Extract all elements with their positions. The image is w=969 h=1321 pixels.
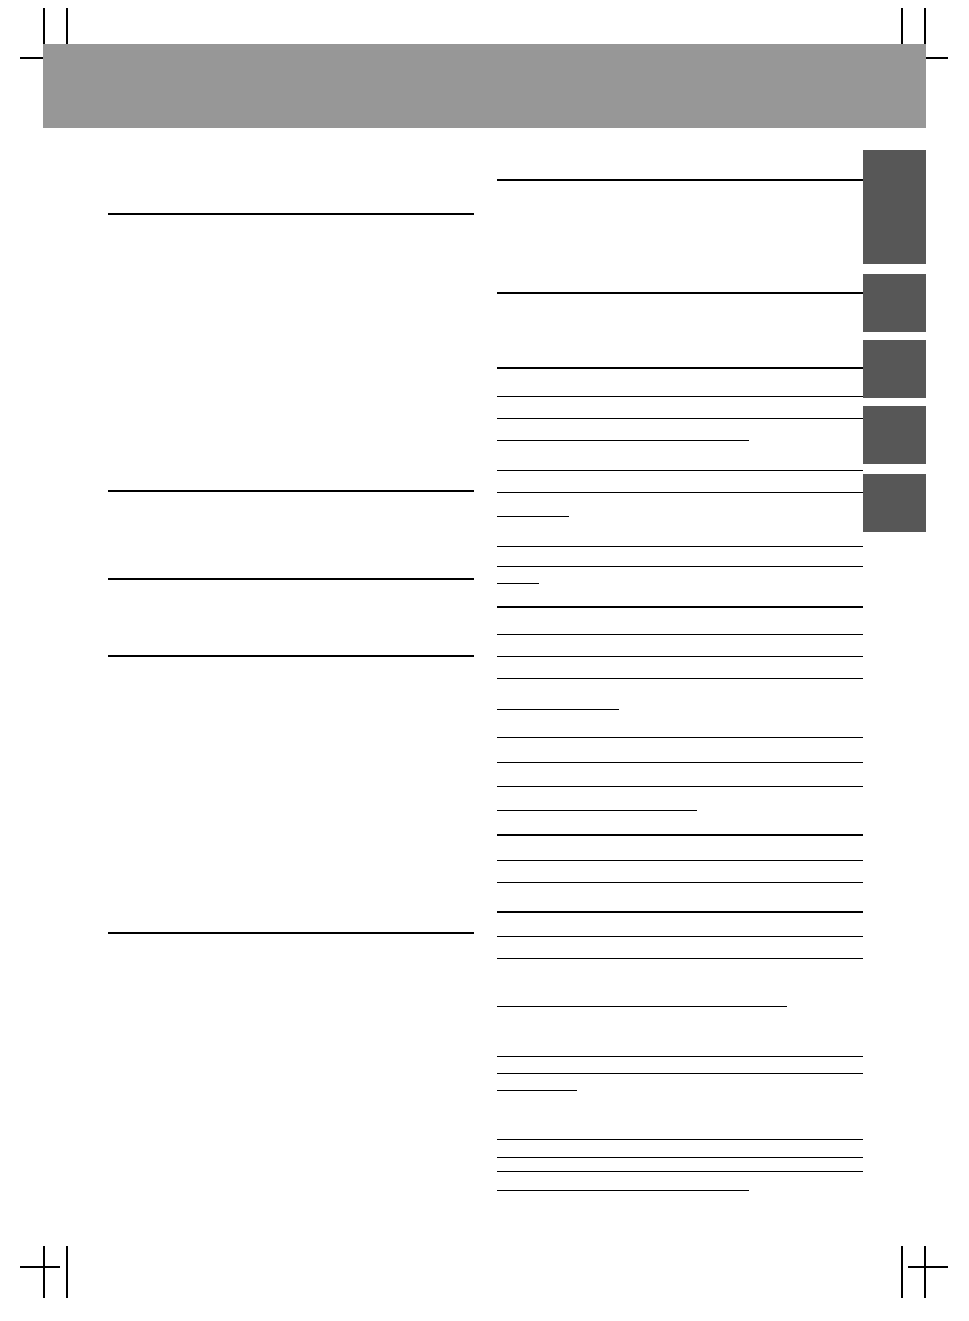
thumb-tab-2[interactable] — [863, 206, 926, 264]
thumb-tab-1[interactable] — [863, 150, 926, 208]
entry-rule — [497, 396, 863, 397]
crop-mark-vertical — [43, 1246, 45, 1298]
section-rule — [108, 932, 474, 934]
entry-rule — [497, 1090, 577, 1091]
entry-rule — [497, 786, 863, 787]
entry-rule — [497, 762, 863, 763]
entry-rule — [497, 678, 863, 679]
entry-rule — [497, 583, 539, 584]
entry-rule — [497, 1073, 863, 1074]
section-rule — [108, 490, 474, 492]
entry-rule — [497, 492, 863, 493]
entry-rule — [497, 634, 863, 635]
entry-rule — [497, 958, 863, 959]
entry-rule — [497, 470, 863, 471]
section-rule — [497, 367, 863, 369]
section-rule — [497, 179, 863, 181]
entry-rule — [497, 936, 863, 937]
crop-mark-vertical — [66, 1246, 68, 1298]
crop-mark-vertical — [924, 1246, 926, 1298]
thumb-tab-6[interactable] — [863, 474, 926, 532]
entry-rule — [497, 1190, 749, 1191]
entry-rule — [497, 882, 863, 883]
entry-rule — [497, 1139, 863, 1140]
section-rule — [497, 834, 863, 836]
crop-mark-vertical — [901, 1246, 903, 1298]
entry-rule — [497, 440, 749, 441]
entry-rule — [497, 656, 863, 657]
entry-rule — [497, 810, 697, 811]
entry-rule — [497, 1056, 863, 1057]
entry-rule — [497, 418, 863, 419]
entry-rule — [497, 516, 569, 517]
thumb-tab-4[interactable] — [863, 340, 926, 398]
section-rule — [108, 213, 474, 215]
crop-mark-horizontal — [908, 1266, 948, 1268]
thumb-tab-5[interactable] — [863, 406, 926, 464]
section-rule — [108, 655, 474, 657]
section-rule — [497, 606, 863, 608]
entry-rule — [497, 1006, 787, 1007]
section-rule — [497, 911, 863, 913]
section-rule — [108, 578, 474, 580]
entry-rule — [497, 709, 619, 710]
entry-rule — [497, 566, 863, 567]
entry-rule — [497, 546, 863, 547]
crop-mark-horizontal — [20, 1266, 60, 1268]
entry-rule — [497, 1157, 863, 1158]
entry-rule — [497, 1171, 863, 1172]
entry-rule — [497, 737, 863, 738]
header-banner — [43, 44, 926, 128]
section-rule — [497, 292, 863, 294]
thumb-tab-3[interactable] — [863, 274, 926, 332]
entry-rule — [497, 860, 863, 861]
